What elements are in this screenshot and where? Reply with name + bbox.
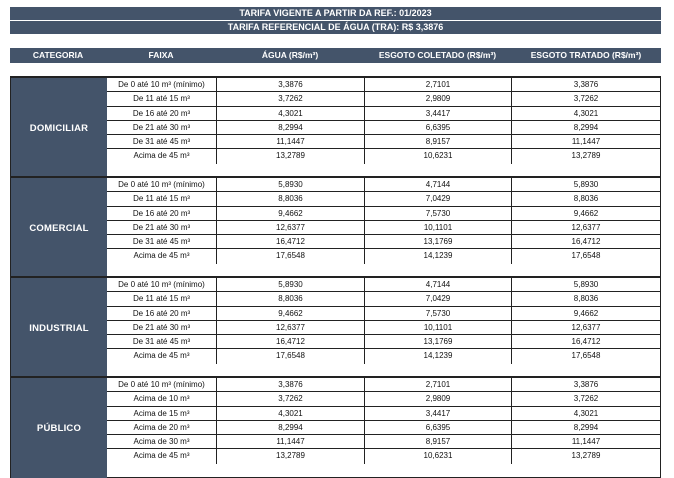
esgoto-tratado-cell: 11,1447 (571, 137, 601, 147)
faixa-cell: De 21 até 30 m³ (107, 221, 217, 234)
agua-cell: 3,3876 (217, 378, 365, 391)
table-row (107, 407, 660, 421)
esgoto-tratado-cell: 12,6377 (571, 222, 601, 232)
table-row (107, 449, 660, 463)
table-row (107, 421, 660, 435)
table-row (107, 435, 660, 449)
agua-cell: 11,1447 (217, 435, 365, 448)
table-row (107, 307, 660, 321)
column-header-row (10, 48, 661, 63)
esgoto-coletado-cell: 7,0429 (365, 192, 512, 205)
faixa-cell: De 11 até 15 m³ (107, 192, 217, 205)
reference-tariff: TARIFA REFERENCIAL DE ÁGUA (TRA): R$ 3,3876 (10, 21, 661, 34)
faixa-cell: De 31 até 45 m³ (107, 135, 217, 148)
agua-cell: 8,2994 (217, 421, 365, 434)
esgoto-tratado-cell: 8,2994 (573, 422, 599, 432)
esgoto-tratado-cell: 9,4662 (573, 208, 599, 218)
faixa-cell: De 16 até 20 m³ (107, 207, 217, 220)
esgoto-tratado-cell: 16,4712 (571, 337, 601, 347)
esgoto-coletado-cell: 10,1101 (365, 321, 512, 334)
faixa-cell: De 16 até 20 m³ (107, 307, 217, 320)
faixa-cell: Acima de 45 m³ (107, 149, 217, 163)
esgoto-tratado-cell: 3,7262 (573, 94, 599, 104)
table-row (107, 335, 660, 349)
esgoto-coletado-cell: 10,6231 (365, 149, 512, 163)
col-agua: ÁGUA (R$/m³) (261, 50, 319, 60)
agua-cell: 13,2789 (217, 149, 365, 163)
table-row (107, 78, 660, 92)
esgoto-coletado-cell: 14,1239 (365, 249, 512, 263)
table-row (107, 378, 660, 392)
esgoto-coletado-cell: 7,0429 (365, 292, 512, 305)
table-row (107, 135, 660, 149)
esgoto-coletado-cell: 6,6395 (365, 421, 512, 434)
faixa-cell: Acima de 10 m³ (107, 392, 217, 405)
agua-cell: 4,3021 (217, 407, 365, 420)
faixa-cell: Acima de 45 m³ (107, 449, 217, 463)
esgoto-coletado-cell: 6,6395 (365, 121, 512, 134)
agua-cell: 17,6548 (217, 349, 365, 363)
esgoto-coletado-cell: 10,1101 (365, 221, 512, 234)
faixa-cell: De 31 até 45 m³ (107, 235, 217, 248)
agua-cell: 12,6377 (217, 221, 365, 234)
agua-cell: 5,8930 (217, 178, 365, 191)
esgoto-coletado-cell: 3,4417 (365, 407, 512, 420)
table-row (107, 121, 660, 135)
agua-cell: 9,4662 (217, 207, 365, 220)
section-domiciliar (10, 76, 661, 178)
table-row (107, 149, 660, 163)
agua-cell: 4,3021 (217, 107, 365, 120)
esgoto-tratado-cell: 8,8036 (573, 294, 599, 304)
esgoto-tratado-cell: 9,4662 (573, 308, 599, 318)
agua-cell: 8,2994 (217, 121, 365, 134)
agua-cell: 9,4662 (217, 307, 365, 320)
faixa-cell: Acima de 30 m³ (107, 435, 217, 448)
esgoto-tratado-cell: 3,3876 (573, 80, 599, 89)
agua-cell: 17,6548 (217, 249, 365, 263)
agua-cell: 16,4712 (217, 335, 365, 348)
faixa-cell: De 0 até 10 m³ (mínimo) (107, 378, 217, 391)
category-label: COMERCIAL (11, 178, 107, 278)
agua-cell: 11,1447 (217, 135, 365, 148)
category-label: PÚBLICO (11, 378, 107, 478)
esgoto-coletado-cell: 14,1239 (365, 349, 512, 363)
faixa-cell: Acima de 20 m³ (107, 421, 217, 434)
esgoto-coletado-cell: 4,7144 (365, 278, 512, 291)
col-faixa: FAIXA (148, 50, 174, 60)
faixa-cell: De 11 até 15 m³ (107, 92, 217, 105)
esgoto-tratado-cell: 13,2789 (571, 451, 601, 461)
esgoto-coletado-cell: 2,7101 (365, 78, 512, 91)
agua-cell: 3,7262 (217, 92, 365, 105)
esgoto-coletado-cell: 13,1769 (365, 335, 512, 348)
esgoto-tratado-cell: 8,2994 (573, 122, 599, 132)
agua-cell: 12,6377 (217, 321, 365, 334)
esgoto-tratado-cell: 4,3021 (573, 408, 599, 418)
category-label: DOMICILIAR (11, 78, 107, 178)
esgoto-coletado-cell: 2,7101 (365, 378, 512, 391)
esgoto-coletado-cell: 10,6231 (365, 449, 512, 463)
faixa-cell: De 16 até 20 m³ (107, 107, 217, 120)
faixa-cell: De 0 até 10 m³ (mínimo) (107, 178, 217, 191)
esgoto-coletado-cell: 7,5730 (365, 207, 512, 220)
col-categoria: CATEGORIA (32, 50, 84, 60)
table-row (107, 221, 660, 235)
section-comercial (10, 176, 661, 278)
faixa-cell: De 0 até 10 m³ (mínimo) (107, 278, 217, 291)
table-row (107, 178, 660, 192)
faixa-cell: De 0 até 10 m³ (mínimo) (107, 78, 217, 91)
table-row (107, 107, 660, 121)
esgoto-coletado-cell: 2,9809 (365, 92, 512, 105)
esgoto-tratado-cell: 5,8930 (573, 280, 599, 289)
table-row (107, 92, 660, 106)
section-publico (10, 376, 661, 478)
faixa-cell: Acima de 15 m³ (107, 407, 217, 420)
tariff-title: TARIFA VIGENTE A PARTIR DA REF.: 01/2023 (10, 7, 661, 20)
col-esgoto-coletado: ESGOTO COLETADO (R$/m³) (378, 50, 497, 60)
faixa-cell: Acima de 45 m³ (107, 349, 217, 363)
esgoto-coletado-cell: 7,5730 (365, 307, 512, 320)
faixa-cell: De 11 até 15 m³ (107, 292, 217, 305)
table-row (107, 249, 660, 263)
faixa-cell: De 21 até 30 m³ (107, 321, 217, 334)
faixa-cell: De 31 até 45 m³ (107, 335, 217, 348)
table-row (107, 192, 660, 206)
esgoto-tratado-cell: 5,8930 (573, 180, 599, 189)
esgoto-tratado-cell: 3,7262 (573, 394, 599, 404)
esgoto-tratado-cell: 12,6377 (571, 322, 601, 332)
esgoto-tratado-cell: 17,6548 (571, 351, 601, 361)
esgoto-tratado-cell: 11,1447 (571, 437, 601, 447)
section-industrial (10, 276, 661, 378)
agua-cell: 13,2789 (217, 449, 365, 463)
agua-cell: 3,7262 (217, 392, 365, 405)
agua-cell: 5,8930 (217, 278, 365, 291)
faixa-cell: De 21 até 30 m³ (107, 121, 217, 134)
table-row (107, 321, 660, 335)
table-row (107, 392, 660, 406)
esgoto-tratado-cell: 4,3021 (573, 108, 599, 118)
agua-cell: 16,4712 (217, 235, 365, 248)
esgoto-tratado-cell: 8,8036 (573, 194, 599, 204)
agua-cell: 8,8036 (217, 192, 365, 205)
table-row (107, 292, 660, 306)
esgoto-tratado-cell: 16,4712 (571, 237, 601, 247)
faixa-cell: Acima de 45 m³ (107, 249, 217, 263)
table-row (107, 235, 660, 249)
table-row (107, 207, 660, 221)
category-label: INDUSTRIAL (11, 278, 107, 378)
col-esgoto-tratado: ESGOTO TRATADO (R$/m³) (530, 50, 642, 60)
esgoto-coletado-cell: 8,9157 (365, 435, 512, 448)
esgoto-coletado-cell: 8,9157 (365, 135, 512, 148)
table-row (107, 278, 660, 292)
esgoto-coletado-cell: 4,7144 (365, 178, 512, 191)
esgoto-coletado-cell: 13,1769 (365, 235, 512, 248)
esgoto-coletado-cell: 3,4417 (365, 107, 512, 120)
esgoto-coletado-cell: 2,9809 (365, 392, 512, 405)
agua-cell: 3,3876 (217, 78, 365, 91)
table-row (107, 349, 660, 363)
esgoto-tratado-cell: 17,6548 (571, 251, 601, 261)
esgoto-tratado-cell: 3,3876 (573, 380, 599, 389)
esgoto-tratado-cell: 13,2789 (571, 151, 601, 161)
agua-cell: 8,8036 (217, 292, 365, 305)
